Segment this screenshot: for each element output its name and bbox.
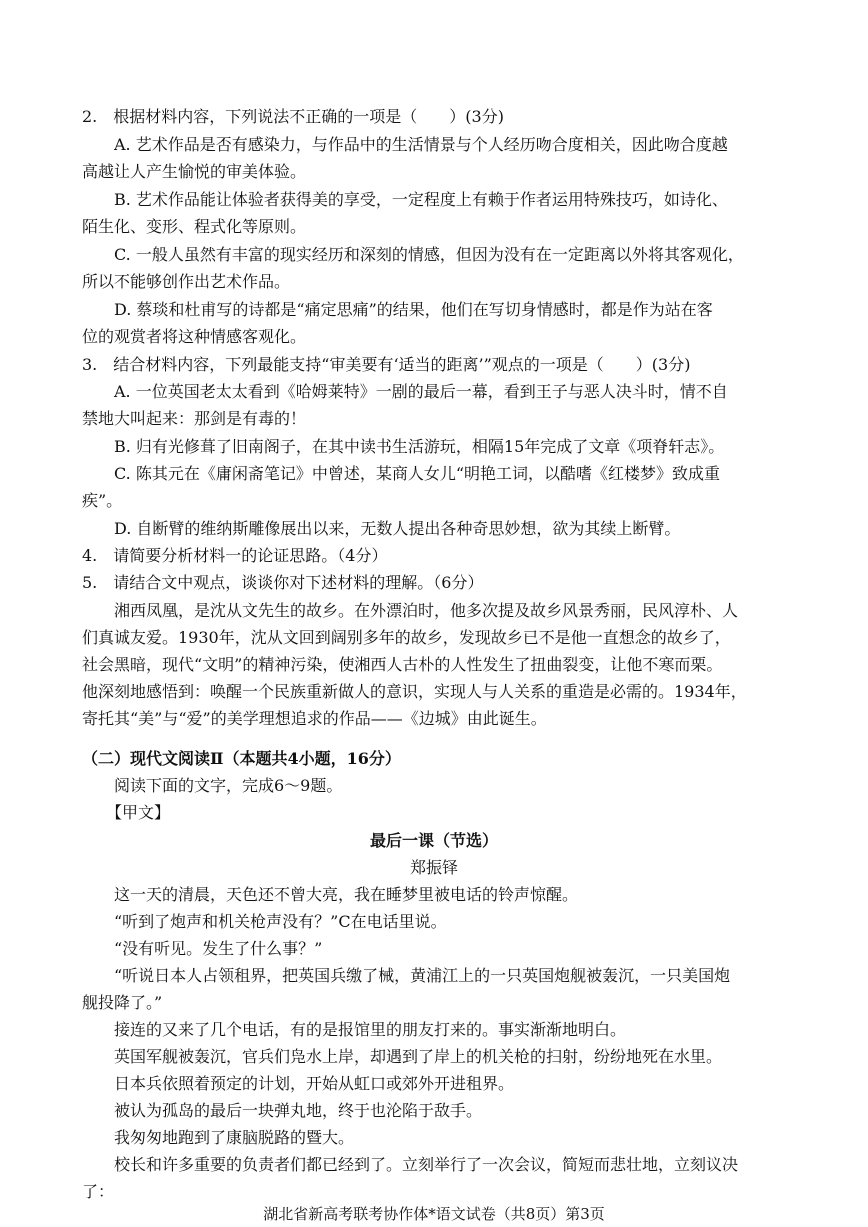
q3-option-b: B. 归有光修葺了旧南阁子，在其中读书生活游玩，相隔15年完成了文章《项脊轩志》。 bbox=[114, 437, 725, 456]
q5-material-line2: 们真诚友爱。1930年，沈从文回到阔别多年的故乡，发现故乡已不是他一直想念的故乡了， bbox=[82, 628, 731, 647]
q2-option-c-line2: 所以不能够创作出艺术作品。 bbox=[82, 272, 291, 291]
q5-material-line5: 寄托其“美”与“爱”的美学理想追求的作品——《边城》由此诞生。 bbox=[82, 709, 547, 728]
q3-option-c-line1: C. 陈其元在《庸闲斋笔记》中曾述，某商人女儿“明艳工词，以酷嗜《红楼梦》致成重 bbox=[114, 464, 721, 483]
article-para-9: 我匆匆地跑到了康脑脱路的暨大。 bbox=[114, 1128, 355, 1147]
section2-instruction: 阅读下面的文字，完成6～9题。 bbox=[114, 776, 343, 795]
article-para-2: “听到了炮声和机关枪声没有？”C在电话里说。 bbox=[114, 912, 447, 931]
q3-option-c-line2: 疾”。 bbox=[82, 491, 123, 510]
article-para-10-line2: 了： bbox=[82, 1182, 115, 1201]
q5-material-line3: 社会黑暗，现代“文明”的精神污染，使湘西人古朴的人性发生了扭曲裂变，让他不寒而栗。 bbox=[82, 655, 723, 674]
article-author: 郑振铎 bbox=[409, 858, 458, 877]
q5-stem: 5. 请结合文中观点，谈谈你对下述材料的理解。（6分） bbox=[82, 573, 484, 592]
q3-stem: 3. 结合材料内容，下列最能支持“审美要有‘适当的距离’”观点的一项是（ ）(3分) bbox=[82, 355, 691, 374]
q2-option-a-line2: 高越让人产生愉悦的审美体验。 bbox=[82, 162, 307, 181]
article-para-3: “没有听见。发生了什么事？” bbox=[114, 939, 323, 958]
section2-heading: （二）现代文阅读Ⅱ（本题共4小题，16分） bbox=[82, 749, 401, 768]
article-para-5: 接连的又来了几个电话，有的是报馆里的朋友打来的。事实渐渐地明白。 bbox=[114, 1020, 627, 1039]
q3-option-d: D. 自断臂的维纳斯雕像展出以来，无数人提出各种奇思妙想，欲为其续上断臂。 bbox=[114, 519, 681, 538]
article-para-1: 这一天的清晨，天色还不曾大亮，我在睡梦里被电话的铃声惊醒。 bbox=[114, 885, 579, 904]
q3-option-a-line1: A. 一位英国老太太看到《哈姆莱特》一剧的最后一幕，看到王子与恶人决斗时，情不自 bbox=[114, 382, 728, 401]
article-para-4-line1: “听说日本人占领租界，把英国兵缴了械，黄浦江上的一只英国炮舰被轰沉，一只美国炮 bbox=[114, 966, 731, 985]
article-para-6: 英国军舰被轰沉，官兵们凫水上岸，却遇到了岸上的机关枪的扫射，纷纷地死在水里。 bbox=[114, 1047, 723, 1066]
jiawen-label: 【甲文】 bbox=[106, 803, 171, 822]
q5-material-line1: 湘西凤凰，是沈从文先生的故乡。在外漂泊时，他多次提及故乡风景秀丽，民风淳朴、人 bbox=[114, 601, 739, 620]
q2-option-b-line1: B. 艺术作品能让体验者获得美的享受，一定程度上有赖于作者运用特殊技巧，如诗化、 bbox=[114, 190, 728, 209]
q2-option-d-line1: D. 蔡琰和杜甫写的诗都是“痛定思痛”的结果，他们在写切身情感时，都是作为站在客 bbox=[114, 300, 713, 319]
q3-option-a-line2: 禁地大叫起来：那剑是有毒的！ bbox=[82, 409, 307, 428]
q5-material-line4: 他深刻地感悟到：唤醒一个民族重新做人的意识，实现人与人关系的重造是必需的。1934年， bbox=[82, 682, 747, 701]
article-para-10-line1: 校长和许多重要的负责者们都已经到了。立刻举行了一次会议，简短而悲壮地，立刻议决 bbox=[114, 1155, 739, 1174]
q2-option-c-line1: C. 一般人虽然有丰富的现实经历和深刻的情感，但因为没有在一定距离以外将其客观化， bbox=[114, 245, 744, 264]
q2-option-d-line2: 位的观赏者将这种情感客观化。 bbox=[82, 327, 307, 346]
article-para-7: 日本兵依照着预定的计划，开始从虹口或郊外开进租界。 bbox=[114, 1074, 515, 1093]
q4-stem: 4. 请简要分析材料一的论证思路。（4分） bbox=[82, 546, 388, 565]
article-para-4-line2: 舰投降了。” bbox=[82, 993, 163, 1012]
q2-option-b-line2: 陌生化、变形、程式化等原则。 bbox=[82, 217, 307, 236]
article-para-8: 被认为孤岛的最后一块弹丸地，终于也沦陷于敌手。 bbox=[114, 1101, 483, 1120]
page-footer: 湖北省新高考联考协作体*语文试卷（共8页）第3页 bbox=[263, 1205, 605, 1223]
article-title: 最后一课（节选） bbox=[369, 831, 498, 850]
q2-stem: 2. 根据材料内容，下列说法不正确的一项是（ ）(3分) bbox=[82, 107, 504, 126]
q2-option-a-line1: A. 艺术作品是否有感染力，与作品中的生活情景与个人经历吻合度相关，因此吻合度越 bbox=[114, 135, 728, 154]
